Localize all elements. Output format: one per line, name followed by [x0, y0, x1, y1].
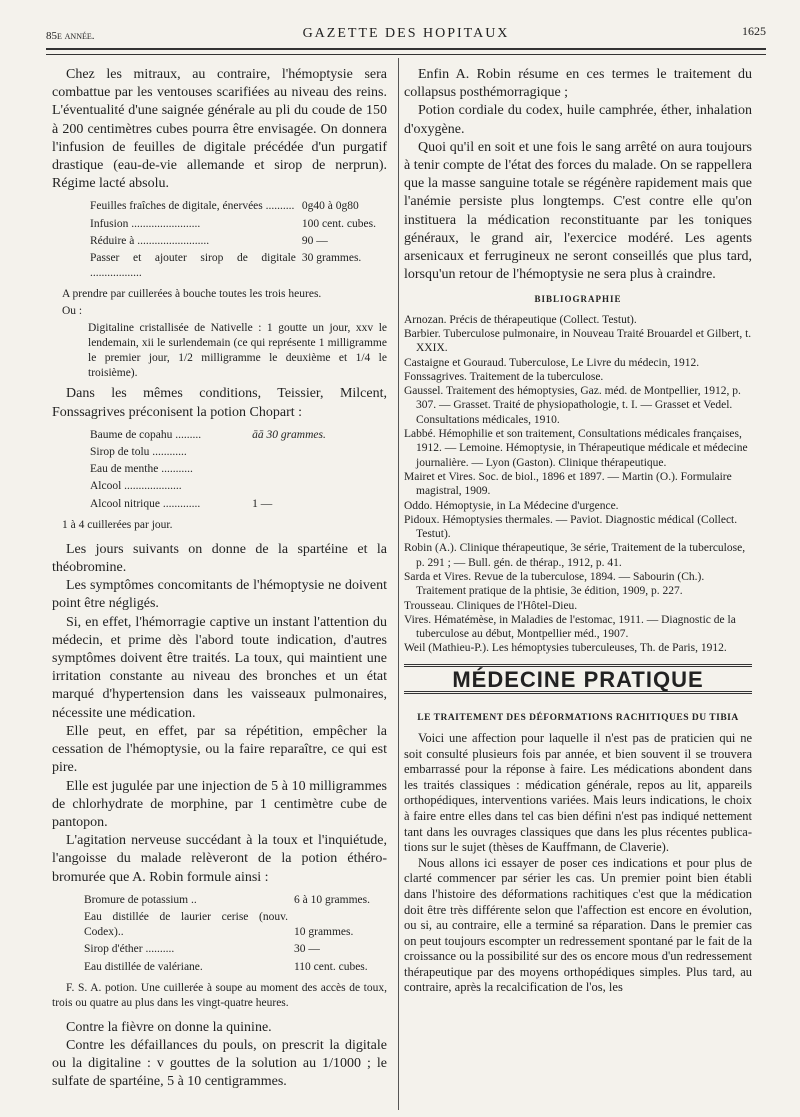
rx-ingredient: Sirop de tolu ............	[90, 446, 187, 459]
prescription-line	[90, 199, 376, 214]
rx-dose: 30 —	[293, 943, 320, 956]
rx-ingredient: Sirop d'éther ..........	[84, 943, 175, 956]
prescription-line	[84, 910, 370, 940]
prescription-line	[90, 497, 356, 512]
rx-ingredient: Alcool nitrique .............	[90, 497, 201, 510]
paragraph: Les symptômes concomitants de l'hémoptysie ne doivent point être négligés.	[52, 578, 387, 612]
rx-dose: 110 cent. cubes.	[293, 960, 368, 973]
paragraph: Dans les mêmes conditions, Teissier, Milcent, Fonssagrives préconisent la potion Chopart :	[52, 386, 387, 420]
prescription-chopart	[88, 426, 358, 514]
bibliography-entry: Pidoux. Hémoptysies thermales. — Paviot. Diagnostic médical (Collect. Testut).	[404, 513, 738, 541]
bibliography-entry: Oddo. Hémoptysie, in La Médecine d'urgence.	[404, 499, 619, 512]
rx-ingredient: Passer et ajouter sirop de digitale ..................	[90, 252, 296, 280]
paragraph: Elle peut, en effet, par sa répétition, empêcher la cessation de l'hémoptysie, ou la faire reparaître, ce qui est pire.	[52, 723, 387, 776]
article-title: LE TRAITEMENT DES DÉFORMATIONS RACHITIQUES DU TIBIA	[417, 712, 739, 723]
prescription-line	[90, 217, 376, 232]
bibliography-entry: Gaussel. Traitement des hémoptysies, Gaz. méd. de Montpellier, 1912, p. 307. — Grasset. Traité de physiopathologie, t. I. — Grasset et Vedel. Consultations médicales, 1910.	[404, 385, 741, 426]
article-body	[404, 731, 752, 996]
prescription-line	[90, 445, 356, 460]
paragraph: Elle est jugulée par une injection de 5 à 10 milligrammes de chlorhydrate de morphine, par 1 centimètre cube de pantopon.	[52, 778, 387, 830]
rx-dose: 0g40 à 0g80	[301, 200, 359, 213]
page-header	[46, 22, 766, 42]
page-number: 1625	[742, 24, 766, 38]
column-separator	[398, 58, 399, 1110]
paragraph: L'agitation nerveuse succédant à la toux et l'inquiétude, l'angoisse du malade relèveront de la potion éthéro-bromurée que A. Robin formule ainsi :	[52, 833, 387, 885]
rx-dose: 6 à 10 grammes.	[293, 893, 370, 906]
header-rule-thick	[46, 48, 766, 50]
prescription-line	[90, 462, 356, 477]
bibliography-title: BIBLIOGRAPHIE	[534, 294, 622, 305]
paragraph: Si, en effet, l'hémorragie captive un instant l'attention du médecin, et prime dès l'abord toute indication, d'autres symptômes doivent être traités. La toux, qui maintient une irritation constante au niveau des bronches et un état marqué d'hypertension dans les vaisseaux pulmonaires, nécessite une médication.	[52, 614, 387, 721]
prescription-digitale	[88, 197, 378, 283]
rx-dose: 10 grammes.	[293, 926, 354, 939]
header-rule-thin	[46, 54, 766, 55]
bibliography	[404, 313, 752, 656]
paragraph: Quoi qu'il en soit et une fois le sang arrêté on aura toujours à tenir compte de l'état des forces du malade. On se rappellera que la masse sanguine totale se régénère rapidement mais que l'anémie persiste plus longtemps. C'est contre elle qu'on instituera la médication reconstituante par les toniques généraux, le grand air, l'exercice modéré. Les agents arsenicaux et ferrugineux ne seront conseillés que plus tard, lorsqu'un retour de l'hémoptysie ne sera plus à craindre.	[404, 139, 752, 283]
rx-dose: 30 grammes.	[301, 252, 362, 265]
rx-ingredient: Eau de menthe ...........	[90, 463, 193, 476]
prescription-note: A prendre par cuillerées à bouche toutes les trois heures.	[62, 288, 322, 301]
paragraph: Potion cordiale du codex, huile camphrée, éther, inhalation d'oxygène.	[404, 103, 752, 137]
rx-ingredient: Eau distillée de laurier cerise (nouv. Codex)..	[84, 910, 288, 939]
bibliography-entry: Weil (Mathieu-P.). Les hémoptysies tuberculeuses, Th. de Paris, 1912.	[404, 642, 727, 655]
bibliography-entry: Fonssagrives. Traitement de la tuberculose.	[404, 370, 604, 383]
rx-dose: āā 30 grammes.	[252, 428, 326, 441]
paragraph-ou: Ou :	[62, 305, 83, 318]
bibliography-entry: Barbier. Tuberculose pulmonaire, in Nouveau Traité Brouardel et Gilbert, t. XXIX.	[404, 327, 752, 355]
rx-ingredient: Baume de copahu .........	[90, 428, 202, 441]
prescription-line	[84, 942, 370, 957]
rx-ingredient: Feuilles fraîches de digitale, énervées ..........	[90, 200, 295, 213]
paragraph: Contre les défaillances du pouls, on prescrit la digitale ou la digitaline : v gouttes de la solution au 1/1000 ; le sulfate de spartéine, 5 à 10 centigrammes.	[52, 1037, 387, 1090]
rx-ingredient: Infusion ........................	[90, 217, 201, 230]
rx-dose: 100 cent. cubes.	[301, 217, 376, 230]
bibliography-entry: Castaigne et Gouraud. Tuberculose, Le Livre du médecin, 1912.	[404, 356, 700, 369]
paragraph: Enfin A. Robin résume en ces termes le traitement du collapsus posthémorragique ;	[404, 67, 752, 101]
rx-dose: 90 —	[301, 234, 328, 247]
prescription-note: 1 à 4 cuillerées par jour.	[62, 518, 173, 531]
paragraph-digitaline: Digitaline cristallisée de Nativelle : 1 goutte un jour, xxv le lendemain, xii le surlendemain (ce qui représente 1 milligramme le premier jour, 1/2 milligramme le deuxième et 1/4 le troisième).	[88, 322, 387, 380]
bibliography-entry: Arnozan. Précis de thérapeutique (Collect. Testut).	[404, 313, 637, 326]
prescription-line	[90, 479, 356, 494]
section-title: MÉDECINE PRATIQUE	[452, 666, 704, 692]
prescription-ethero-bromuree	[82, 891, 372, 977]
rx-dose: 1 —	[252, 497, 273, 510]
bibliography-entry: Mairet et Vires. Soc. de biol., 1896 et 1897. — Martin (O.). Formulaire magistral, 1909.	[404, 470, 732, 498]
right-column	[404, 66, 752, 996]
paragraph: Nous allons ici essayer de poser ces indications et pour plus de clarté commencer par sérier les cas. Un premier point bien établi dans l'histoire des déformations rachitiques c'est que la médication doit être très différente selon que l'affection est encore en évolution, ou si, au contraire, elle a terminé sa réparation. Dans le premier cas on peut toujours escompter un redressement spontané par le fait de la croissance ou la possibilité sur des os encore mous d'un redressement thérapeutique par des moyens orthopédiques simples. Plus tard, au contraire, après la recalcification de l'os, les	[404, 855, 752, 995]
rx-ingredient: Eau distillée de valériane.	[84, 960, 203, 973]
bibliography-entry: Sarda et Vires. Revue de la tuberculose, 1894. — Sabourin (Ch.). Traitement pratique de la phtisie, 3e édition, 1909, p. 227.	[404, 570, 705, 598]
bibliography-entry: Robin (A.). Clinique thérapeutique, 3e série, Traitement de la tuberculose, p. 291 ; — Bull. gén. de thérap., 1912, p. 41.	[404, 542, 746, 569]
left-column	[52, 66, 387, 1092]
rx-ingredient: Alcool ....................	[90, 480, 182, 493]
rx-ingredient: Bromure de potassium ..	[84, 893, 197, 906]
rx-ingredient: Réduire à .........................	[90, 234, 210, 247]
prescription-line	[84, 893, 370, 908]
paragraph: Chez les mitraux, au contraire, l'hémoptysie sera combattue par les ventouses scarifiées au niveau des reins. L'éventualité d'une saignée générale au pli du coude de 150 à 200 centimètres cubes pourra être envisagée. On donnera l'infusion de feuilles de digitale précédée d'un purgatif drastique (eau-de-vie allemande et sirop de nerprun). Régime lacté absolu.	[52, 67, 387, 192]
prescription-line	[90, 251, 376, 281]
bibliography-entry: Labbé. Hémophilie et son traitement, Consultations médicales françaises, 1912. — Lemoine. Hémoptysie, in Thérapeutique médicale et médecine journalière. — Lyon (Gaston). Clinique thérapeutique.	[404, 428, 748, 469]
journal-title: GAZETTE DES HOPITAUX	[302, 26, 510, 41]
bibliography-entry: Vires. Hématémèse, in Maladies de l'estomac, 1911. — Diagnostic de la tuberculose au début, Montpellier méd., 1907.	[404, 613, 736, 641]
paragraph: Voici une affection pour laquelle il n'est pas de praticien qui ne soit consulté plusieurs fois par année, et bien souvent il se trouvera embarrassé pour la réponse à faire. Les médications abondent dans les traités classiques : médication générale, repos au lit, appareils orthopédiques, interventions variées. Mais leurs indications, le choix à faire entre elles dans tel cas bien défini n'est pas indiqué nettement tant dans les ouvrages classiques que dans les plus récentes publications sur le sujet (thèses de Kauffmann, de Claverie).	[404, 730, 752, 855]
prescription-line	[90, 428, 356, 443]
prescription-line	[90, 234, 376, 249]
bibliography-entry: Trousseau. Cliniques de l'Hôtel-Dieu.	[404, 599, 578, 612]
paragraph: Les jours suivants on donne de la spartéine et la théobromine.	[52, 541, 387, 576]
paragraph: Contre la fièvre on donne la quinine.	[66, 1019, 272, 1035]
prescription-note: F. S. A. potion. Une cuillerée à soupe au moment des accès de toux, trois ou quatre au plus dans les vingt-quatre heures.	[52, 981, 387, 1009]
volume-year: 85e année.	[46, 30, 95, 42]
prescription-line	[84, 960, 370, 975]
